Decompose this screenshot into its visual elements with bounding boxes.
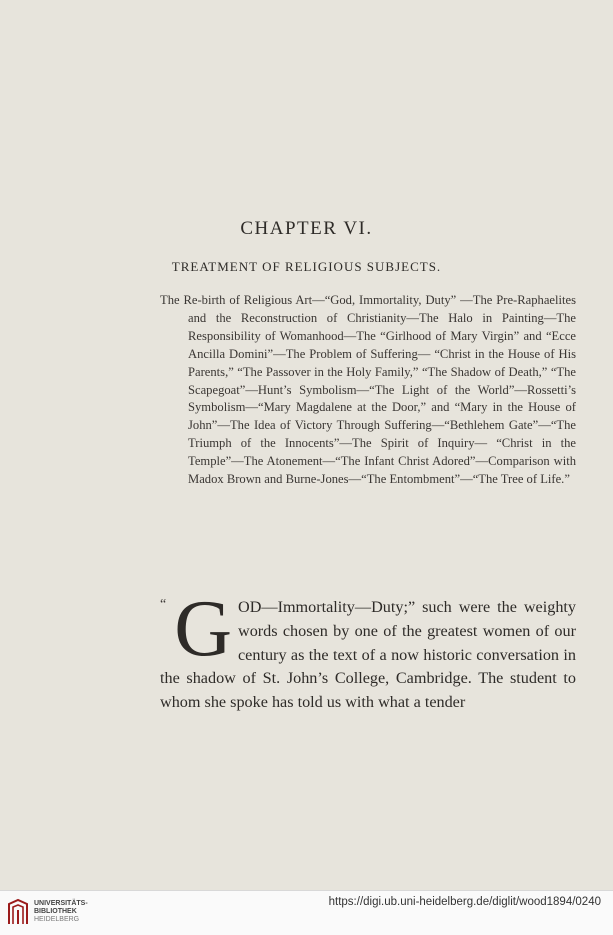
chapter-heading: CHAPTER VI. [240, 218, 373, 239]
drop-cap: G [174, 585, 232, 673]
opening-quote: “ [160, 597, 167, 612]
body-text: OD—Immortality—Duty;” such were the weighty words chosen by one of the greatest women of our century as the text of a now historic conversation in the shadow of St. John’s College, Cambridge. The student to whom she spoke has told us with what a tender [160, 598, 576, 712]
library-name: UNIVERSITÄTS- BIBLIOTHEK HEIDELBERG [34, 900, 88, 923]
library-logo-icon[interactable] [7, 898, 29, 926]
page-url-link[interactable]: https://digi.ub.uni-heidelberg.de/diglit/wood1894/0240 [328, 896, 601, 908]
chapter-subtitle: TREATMENT OF RELIGIOUS SUBJECTS. [171, 259, 442, 274]
chapter-synopsis: The Re-birth of Religious Art—“God, Immortality, Duty” —The Pre-Raphaelites and the Reconstruction of Christianity—The Halo in Painting—The Responsibility of Womanhood—The “Girlhood of Mary Virgin” and “Ecce Ancilla Domini”—The Problem of Suffering— “Christ in the House of His Parents,” “The Passover in the Holy Family,” “The Shadow of Death,” “The Scapegoat”—Hunt’s Symbolism—“The Light of the World”—Rossetti’s Symbolism—“Mary Magdalene at the Door,” and “Mary in the House of John”—The Idea of Victory Through Suffering—“Bethlehem Gate”—“The Triumph of the Innocents”—The Spirit of Inquiry— “Christ in the Temple”—The Atonement—“The Infant Christ Adored”—Comparison with Madox Brown and Burne-Jones—“The Entombment”—“The Tree of Life.” [160, 293, 576, 487]
body-paragraph [160, 585, 576, 715]
